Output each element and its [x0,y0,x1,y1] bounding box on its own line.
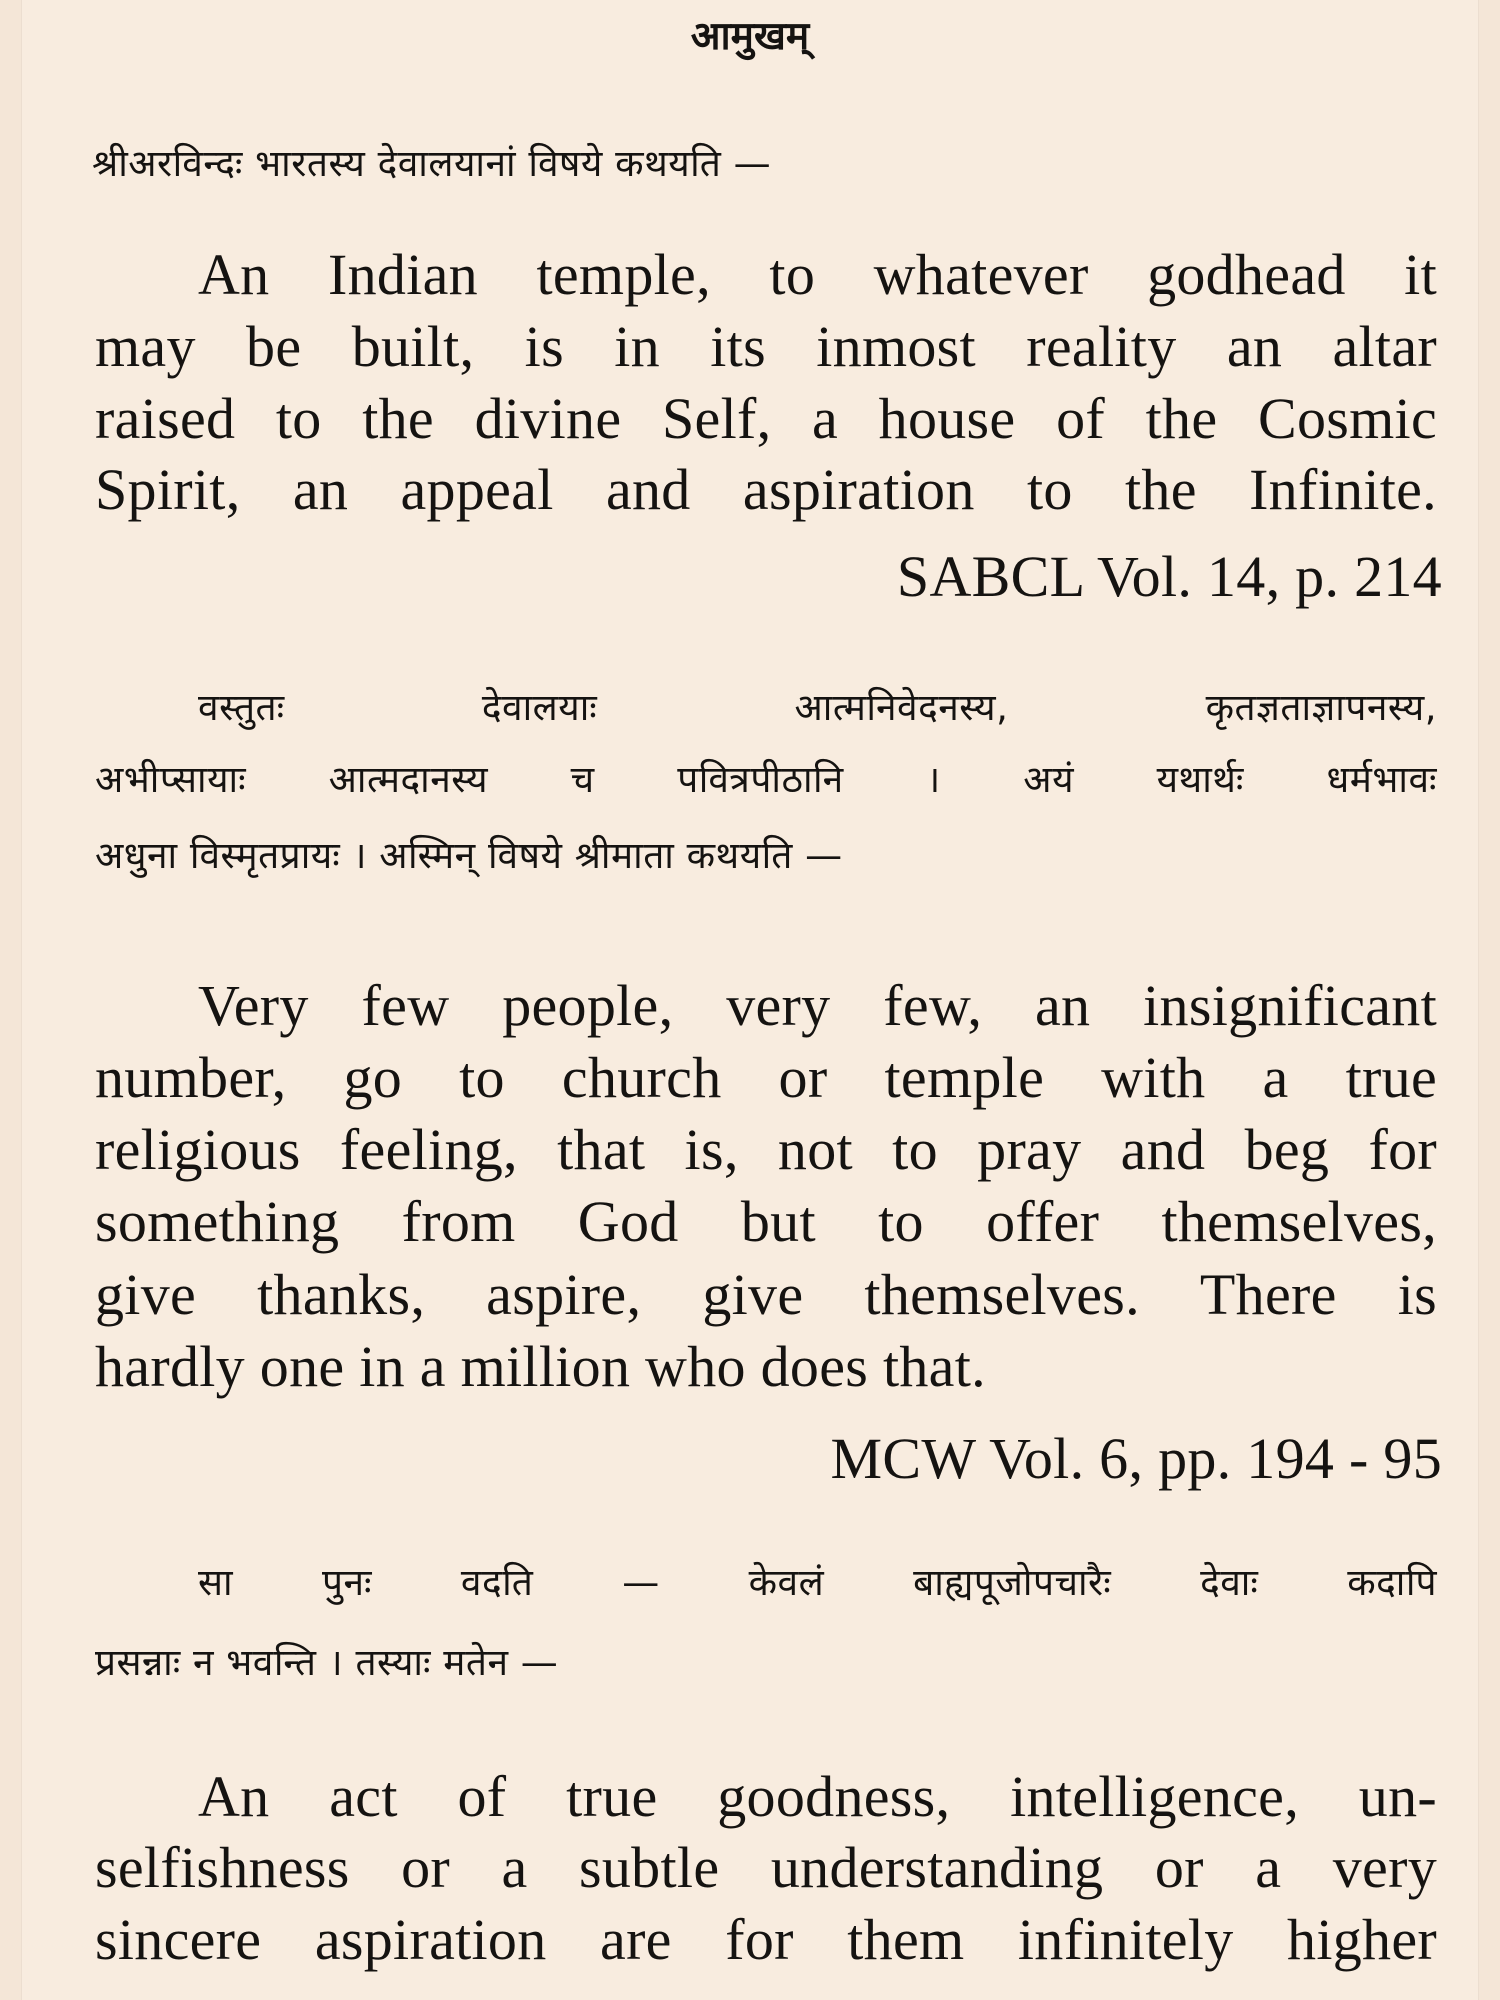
book-page [22,0,1478,2000]
quote-1-line-4: Spirit, an appeal and aspiration to the Infinite. [95,457,1437,522]
commentary-2-line-1: सा पुनः वदति — केवलं बाह्यपूजोपचारैः देवाः कदापि [198,1561,1437,1604]
commentary-2-line-2: प्रसन्नाः न भवन्ति । तस्याः मतेन — [95,1641,559,1684]
intro-line: श्रीअरविन्दः भारतस्य देवालयानां विषये कथयति — [92,142,772,185]
commentary-1-line-1: वस्तुतः देवालयाः आत्मनिवेदनस्य, कृतज्ञताज्ञापनस्य, [198,686,1437,729]
quote-2-line-4: something from God but to offer themselves, [95,1189,1437,1254]
citation-1: SABCL Vol. 14, p. 214 [896,544,1442,609]
quote-2-line-1: Very few people, very few, an insignificant [198,973,1437,1038]
page-title: आमुखम् [690,14,810,59]
quote-2-line-5: give thanks, aspire, give themselves. There is [95,1262,1437,1327]
quote-3-line-2: selfishness or a subtle understanding or a very [95,1835,1437,1900]
commentary-1-line-3: अधुना विस्मृतप्रायः । अस्मिन् विषये श्रीमाता कथयति — [95,834,843,877]
quote-1-line-2: may be built, is in its inmost reality an altar [95,314,1437,379]
quote-3-line-1: An act of true goodness, intelligence, un- [198,1764,1437,1829]
quote-2-line-3: religious feeling, that is, not to pray and beg for [95,1117,1437,1182]
quote-1-line-3: raised to the divine Self, a house of the Cosmic [95,386,1437,451]
quote-2-line-2: number, go to church or temple with a true [95,1045,1437,1110]
commentary-1-line-2: अभीप्सायाः आत्मदानस्य च पवित्रपीठानि । अयं यथार्थः धर्मभावः [95,758,1437,801]
quote-2-line-6: hardly one in a million who does that. [95,1334,986,1399]
quote-3-line-3: sincere aspiration are for them infinitely higher [95,1907,1437,1972]
quote-1-line-1: An Indian temple, to whatever godhead it [198,242,1437,307]
citation-2: MCW Vol. 6, pp. 194 - 95 [830,1426,1442,1491]
